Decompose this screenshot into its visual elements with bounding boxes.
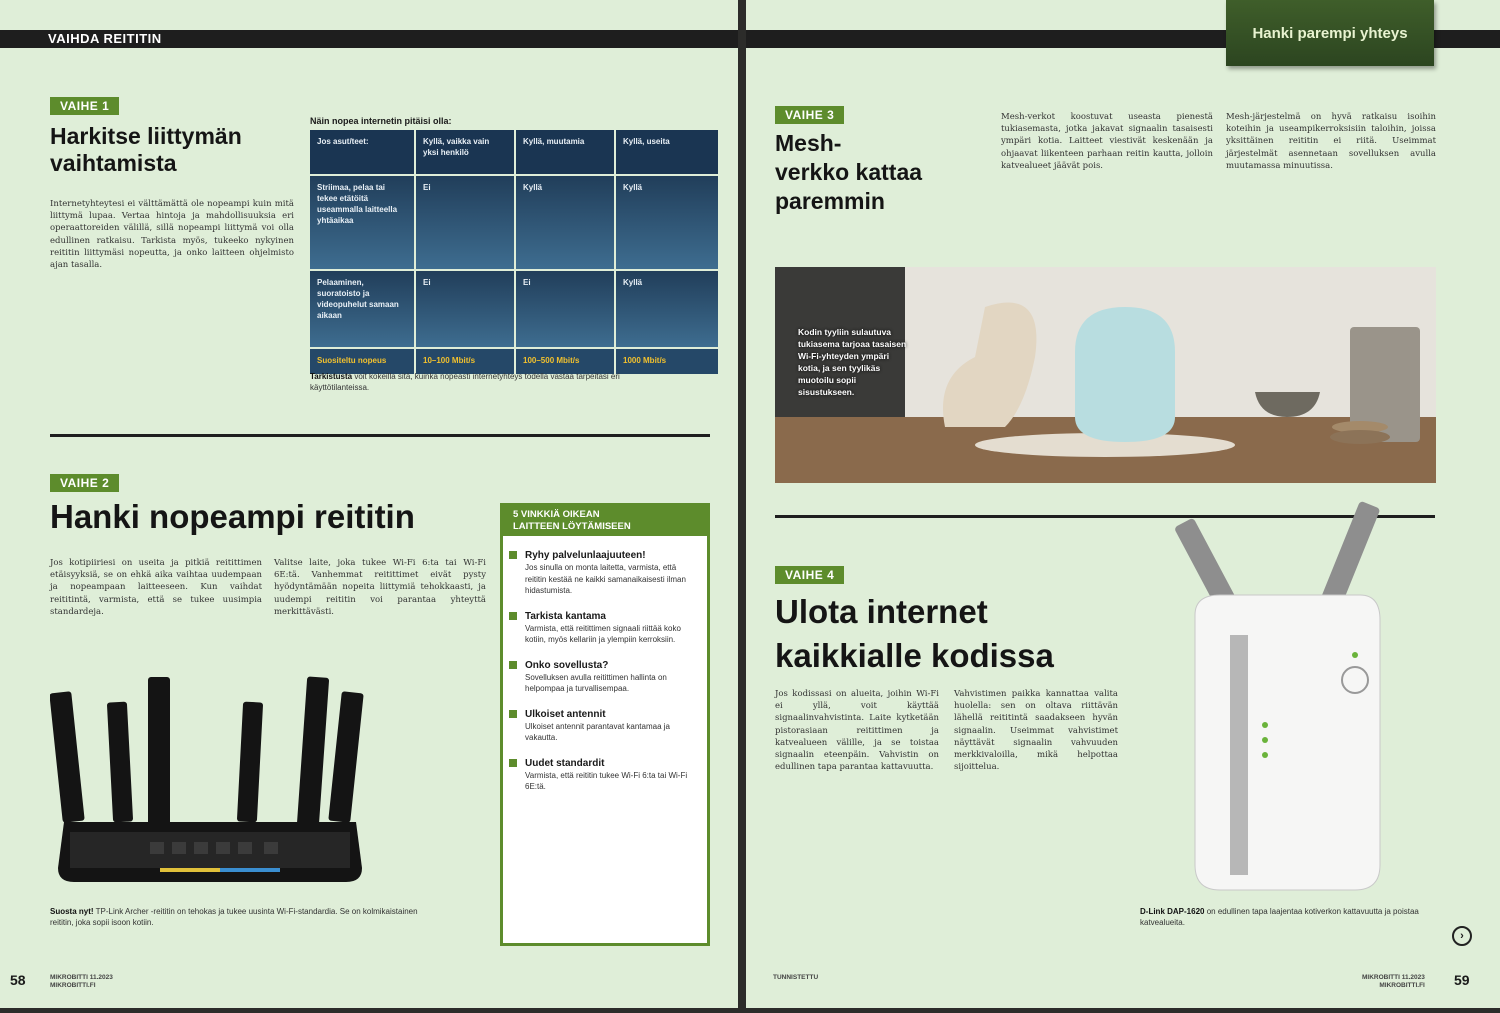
table-cell: Kyllä [616,271,718,347]
step3-heading: Mesh- verkko kattaa paremmin [775,130,923,214]
table-caption: Tarkistusta voit kokeilla sitä, kuinka nopeasti internetyhteys todella vastaa tarpeitasi eri käyttötilanteissa. [310,372,620,392]
table-title: Näin nopea internetin pitäisi olla: [310,116,452,126]
router-caption: Suosta nyt! TP-Link Archer -reititin on tehokas ja tukee uusinta Wi-Fi-standardia. Se on kolmikaistainen reititin, joka sopii isoon kotiin. [50,907,418,927]
table-cell: Ei [416,176,514,269]
tip-item: Ryhy palvelunlaajuuteen! Jos sinulla on monta laitetta, varmista, että reititin kestää ne kaikki samanaikaisesti ilman hidastumista. [525,549,699,597]
section-divider [50,434,710,437]
step1-badge: VAIHE 1 [50,97,119,115]
table-header-cell: Kyllä, muutamia [516,130,614,174]
router-image [50,672,370,894]
table-cell: Striimaa, pelaa tai tekee etätöitä useammalla laitteella yhtäaikaa [310,176,414,269]
bullet-marker [509,661,517,669]
table-speed-cell: 1000 Mbit/s [616,349,718,374]
tip-item: Ulkoiset antennit Ulkoiset antennit parantavat kantamaa ja vakautta. [525,708,699,744]
left-page [0,0,738,1008]
table-cell: Ei [516,271,614,347]
section-tab: Hanki parempi yhteys [1226,0,1434,66]
page-number: 58 [10,972,26,988]
section-tag: VAIHDA REITITIN [48,31,162,46]
footer-info: MIKROBITTI 11.2023 MIKROBITTI.FI [1362,974,1425,989]
step4-badge: VAIHE 4 [775,566,844,584]
step2-body-col2: Valitse laite, joka tukee Wi-Fi 6:ta tai Wi-Fi 6E:tä. Vanhemmat reitittimet eivät pysty hyödyntämään nopeita liittymiä tehokkaasti, ja uudempi reititin voi parantaa yhteyttä merkittävästi. [274,558,486,617]
step3-body-col1: Mesh-verkot koostuvat useasta pienestä tukiasemasta, jotka jakavat signaalin tasaisesti ympäri kotia. Laitteet viestivät keskenään ja ohjaavat liikenteen parhaan reitin kautta, jolloin katvealueet jäävät pois. [1001,112,1213,171]
step2-badge: VAIHE 2 [50,474,119,492]
table-speed-cell: Suositeltu nopeus [310,349,414,374]
bullet-marker [509,710,517,718]
extender-caption: D-Link DAP-1620 on edullinen tapa laajentaa kotiverkon kattavuutta ja poistaa katvealueita. [1140,907,1419,927]
table-cell: Pelaaminen, suoratoisto ja videopuhelut samaan aikaan [310,271,414,347]
step2-heading: Hanki nopeampi reititin [50,498,415,535]
footer-left-info: TUNNISTETTU [773,974,819,981]
step1-heading: Harkitse liittymän vaihtamista [50,123,242,176]
page-number: 59 [1454,972,1470,988]
step4-heading: Ulota internet kaikkialle kodissa [775,593,1054,674]
table-cell: Ei [416,271,514,347]
tip-item: Tarkista kantama Varmista, että reitittimen signaali riittää koko kotiin, myös kellariin ja ylempiin kerroksiin. [525,610,699,646]
table-header-cell: Kyllä, useita [616,130,718,174]
mesh-photo-caption: Kodin tyyliin sulautuva tukiasema tarjoaa tasaisen Wi-Fi-yhteyden ympäri kotia, ja sen tyylikäs muotoilu sopii sisustukseen. [798,327,907,397]
step3-badge: VAIHE 3 [775,106,844,124]
step4-body-col1: Jos kodissasi on alueita, joihin Wi-Fi ei yllä, voit käyttää signaalinvahvistinta. Laite kytketään pistorasiaan reitittimen ja katvealueen välille, ja se toistaa signaalin eteenpäin. Vahvistin on edullinen tapa parantaa kattavuutta. [775,689,939,773]
bullet-marker [509,551,517,559]
step2-body-col1: Jos kotipiiriesi on useita ja pitkiä reitittimen etäisyyksiä, se on ehkä aika vaihtaa uudempaan ja nopeampaan laitteeseen. Kun vaihdat reititintä, varmista, että se tukee uusimpia standardeja. [50,558,262,617]
step1-body: Internetyhteytesi ei välttämättä ole nopeampi kuin mitä liittymä lupaa. Vertaa hintoja ja mahdollisuuksia eri operaattoreiden välillä, sillä nopeampi liittymä voi olla edullinen ratkaisu. Tarkista myös, tukeeko nykyinen reititin liittymäsi nopeutta, ja onko laitteen ohjelmisto ajan tasalla. [50,199,294,271]
tip-item: Uudet standardit Varmista, että reititin tukee Wi-Fi 6:ta tai Wi-Fi 6E:tä. [525,757,699,793]
table-cell: Kyllä [516,176,614,269]
table-speed-cell: 10–100 Mbit/s [416,349,514,374]
bullet-marker [509,759,517,767]
table-header-cell: Jos asut/teet: [310,130,414,174]
speed-table [310,130,712,368]
continue-arrow-icon: › [1452,926,1472,946]
step4-body-col2: Vahvistimen paikka kannattaa valita huolella: sen on oltava riittävän lähellä reititintä saadakseen hyvän signaalin. Useimmat vahvistimet näyttävät signaalin vahvuuden merkkivaloilla, mikä helpottaa sijoittelua. [954,689,1118,773]
tips-box [500,503,710,946]
tip-item: Onko sovellusta? Sovelluksen avulla reitittimen hallinta on helpompaa ja turvallisempaa. [525,659,699,695]
table-speed-cell: 100–500 Mbit/s [516,349,614,374]
step3-body-col2: Mesh-järjestelmä on hyvä ratkaisu isoihin koteihin ja useampikerroksisiin taloihin, joissa yksittäinen reititin ei riitä. Useimmat järjestelmät asennetaan sovelluksen avulla muutamassa minuutissa. [1226,112,1436,171]
range-extender-image [1175,495,1395,900]
footer-info: MIKROBITTI 11.2023 MIKROBITTI.FI [50,974,113,989]
bullet-marker [509,612,517,620]
table-header-cell: Kyllä, vaikka vain yksi henkilö [416,130,514,174]
table-cell: Kyllä [616,176,718,269]
tips-heading: 5 VINKKIÄ OIKEAN LAITTEEN LÖYTÄMISEEN [503,506,707,536]
